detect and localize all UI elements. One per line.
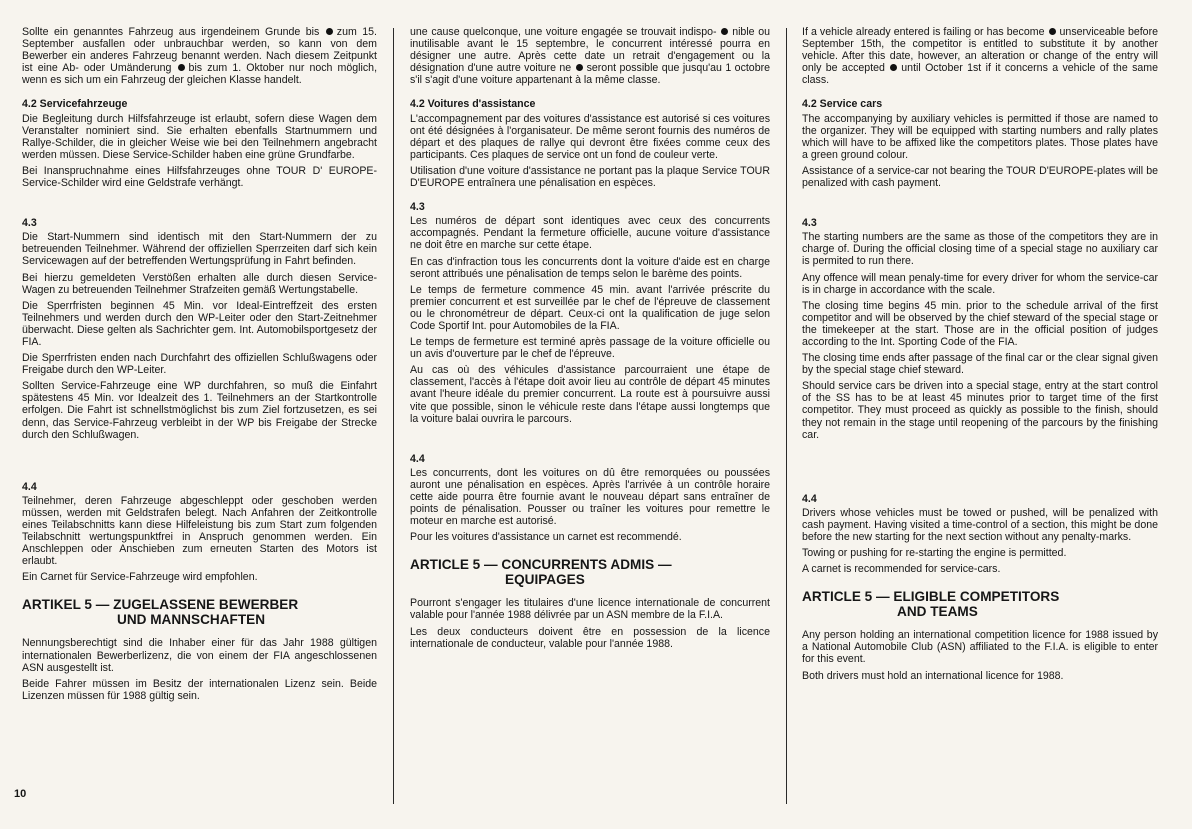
paragraph: Bei Inanspruchnahme eines Hilfsfahrzeuges ohne TOUR D' EUROPE-Service-Schilder wird eine Geldstrafe verhängt.: [22, 164, 377, 190]
paragraph: Pourront s'engager les titulaires d'une licence internationale de concurrent valable pour l'année 1988 délivrée par un ASN membre de la F.I.A.: [410, 597, 770, 622]
paragraph: [802, 26, 1158, 86]
column-divider: [393, 28, 394, 804]
paragraph: Le temps de fermeture commence 45 min. avant l'arrivée préscrite du premier concurrent et est surveillée par le chef de l'épreuve de classement ou le chronométreur de départ. Ceux-ci ont la qualification de juge selon Code Sportif Int. pour Automobiles de la FIA.: [410, 283, 770, 332]
section-heading: 4.3: [22, 217, 37, 230]
text: bis zum 1. Oktober nur noch möglich, wenn es sich um ein Fahrzeug der gleichen Klasse handelt.: [22, 62, 378, 87]
text: nible ou inutilisable avant le 15 septembre, le concurrent intéressé pourra en désigner une autre. Après cette date un retrait d'engagement ou la désignation d'une autre voiture ne: [410, 26, 770, 75]
paragraph: Any offence will mean penaly-time for every driver for whom the service-car is in charge in accordance with the scale.: [802, 271, 1158, 296]
paragraph: Drivers whose vehicles must be towed or pushed, will be penalized with cash payment. Having visited a time-control of a section, this might be done before the new starting for the next section without any penalty-marks.: [802, 506, 1158, 543]
text: unserviceable before September 15th, the competitor is entitled to substitute it by another vehicle. After this date, however, an alteration or change of the entry will only be accepted: [802, 26, 1158, 75]
paragraph: Le temps de fermeture est terminé après passage de la voiture officielle ou un avis d'ouverture par le chef de l'épreuve.: [410, 336, 770, 361]
bullet-icon: [721, 28, 728, 35]
column-french: [410, 26, 770, 654]
paragraph: Les numéros de départ sont identiques avec ceux des concurrents accompagnés. Pendant la fermeture officielle, aucune voiture d'assistance ne doit être en marche sur cette étape.: [410, 215, 770, 252]
paragraph: The accompanying by auxiliary vehicles is permitted if those are named to the organizer. They will be equipped with starting numbers and rally plates which will have to be affixed like the competitors plates. Those plates have a green ground colour.: [802, 112, 1158, 161]
text: ARTIKEL 5 — ZUGELASSENE BEWERBER: [22, 597, 299, 613]
article-heading: [410, 557, 770, 587]
paragraph: Bei hierzu gemeldeten Verstößen erhalten alle durch diesen Service-Wagen zu betreuenden Teilnehmer Strafzeiten gemäß Wertungstabelle.: [22, 271, 377, 296]
paragraph: [22, 26, 377, 86]
article-heading: [22, 597, 377, 627]
paragraph: [410, 26, 770, 86]
column-divider: [786, 28, 787, 804]
paragraph: Die Sperrfristen enden nach Durchfahrt des offiziellen Schlußwagens oder Freigabe durch den WP-Leiter.: [22, 352, 377, 377]
paragraph: Die Sperrfristen beginnen 45 Min. vor Ideal-Eintreffzeit des ersten Teilnehmers und werden durch den WP-Leiter oder den Start-Zeitnehmer überwacht. Diese gelten als Sachrichter gem. Int. Automobilsportgesetz der FIA.: [22, 299, 377, 348]
paragraph: En cas d'infraction tous les concurrents dont la voiture d'aide est en charge seront attribués une pénalisation de temps selon le barème des points.: [410, 255, 770, 280]
text: EQUIPAGES: [505, 572, 585, 588]
text: If a vehicle already entered is failing or has become: [802, 26, 1045, 38]
text: ARTICLE 5 — CONCURRENTS ADMIS —: [410, 557, 672, 573]
paragraph: Assistance of a service-car not bearing the TOUR D'EUROPE-plates will be penalized with cash payment.: [802, 164, 1158, 190]
section-heading: 4.2 Servicefahrzeuge: [22, 98, 128, 111]
article-heading: [802, 589, 1158, 619]
paragraph: Any person holding an international competition licence for 1988 issued by a National Automobile Club (ASN) affiliated to the F.I.A. is eligible to enter for this event.: [802, 629, 1158, 666]
paragraph: Les concurrents, dont les voitures on dû être remorquées ou poussées auront une pénalisation en espèces. Après l'arrivée à un contrôle horaire cette aide pourra être fournie avant le nouveau départ sans entraîner de points de pénalisation. Pousser ou traîner les voitures pour remettre le moteur en marche est autorisé.: [410, 466, 770, 528]
paragraph: Teilnehmer, deren Fahrzeuge abgeschleppt oder geschoben werden müssen, werden mit Geldstrafen belegt. Nach Anfahren der Zeitkontrolle eines Teilabschnitts kann diese Hilfeleistung bis zum Start zum folgenden Teilabschnitt wertungspunktfrei in Anspruch genommen werden. Ein Anschleppen oder Anschieben zum erneuten Starten des Motors ist erlaubt.: [22, 494, 377, 568]
paragraph: Ein Carnet für Service-Fahrzeuge wird empfohlen.: [22, 571, 258, 584]
bullet-icon: [326, 28, 333, 35]
text: seront possible que jusqu'au 1 octobre s'il s'agit d'une voiture appartenant à la même classe.: [410, 62, 771, 87]
section-heading: 4.2 Service cars: [802, 98, 883, 111]
paragraph: Die Begleitung durch Hilfsfahrzeuge ist erlaubt, sofern diese Wagen dem Veranstalter nominiert sind. Sie erhalten ebenfalls Startnummern und Rallye-Schilder, die in gleicher Weise wie bei den Teilnehmern angebracht werden müssen. Diese Service-Schilder haben eine grüne Grundfarbe.: [22, 112, 377, 161]
paragraph: Pour les voitures d'assistance un carnet est recommendé.: [410, 531, 682, 544]
bullet-icon: [1049, 28, 1056, 35]
section-heading: 4.3: [410, 201, 425, 214]
paragraph: The starting numbers are the same as those of the competitors they are in charge of. During the official closing time of a special stage no auxiliary car is permited to run there.: [802, 231, 1158, 268]
paragraph: Les deux conducteurs doivent être en possession de la licence internationale de conducteur, valable pour l'année 1988.: [410, 625, 770, 650]
paragraph: Both drivers must hold an international licence for 1988.: [802, 669, 1064, 682]
text: une cause quelconque, une voiture engagée se trouvait indispo-: [410, 26, 717, 38]
text: zum 15. September ausfallen oder unbrauchbar werden, so kann von dem Bewerber ein anderes Fahrzeug benannt werden. Nach diesem Zeitpunkt ist eine Ab- oder Umänderung: [22, 26, 377, 75]
column-german: [22, 26, 377, 706]
text: until October 1st if it concerns a vehicle of the same class.: [802, 62, 1158, 87]
paragraph: Au cas où des véhicules d'assistance parcourraient une étape de classement, l'accès à l'étape doit avoir lieu au contrôle de départ 45 minutes avant l'heure idéale du premier concurrent. La route est à poursuivre aussi vite que possible, sinon le véhicule reste dans l'étape aussi longtemps que la voiture balai ouvrira le parcours.: [410, 364, 770, 425]
section-heading: 4.4: [22, 480, 37, 493]
bullet-icon: [178, 64, 185, 71]
paragraph: Towing or pushing for re-starting the engine is permitted.: [802, 547, 1067, 560]
text: UND MANNSCHAFTEN: [117, 612, 266, 628]
text: ARTICLE 5 — ELIGIBLE COMPETITORS: [802, 589, 1060, 605]
paragraph: The closing time begins 45 min. prior to the schedule arrival of the first competitor and will be observed by the chief steward of the special stage or the timekeeper at the start. Those are in the official position of judges according to the Int. Sporting Code of the FIA.: [802, 299, 1158, 348]
section-heading: 4.4: [802, 492, 817, 505]
paragraph: Utilisation d'une voiture d'assistance ne portant pas la plaque Service TOUR D'EUROPE entraînera une pénalisation en espèces.: [410, 164, 770, 190]
section-heading: 4.3: [802, 217, 817, 230]
bullet-icon: [890, 64, 897, 71]
bullet-icon: [576, 64, 583, 71]
paragraph: The closing time ends after passage of the final car or the clear signal given by the special stage chief steward.: [802, 352, 1158, 377]
paragraph: Should service cars be driven into a special stage, entry at the start control of the SS has to be at least 45 minutes prior to target time of the first competitor. They must proceed as quickly as possible to the finish, should they not remain in the stage until reopening of the parcours by the finishing car.: [802, 380, 1158, 441]
paragraph: Sollten Service-Fahrzeuge eine WP durchfahren, so muß die Einfahrt spätestens 45 Min. vor Idealzeit des 1. Teilnehmers an der Startkontrolle erfolgen. Die Fahrt ist schnellstmöglichst bis zum Ziel fortzusetzen, es sei denn, das Service-Fahrzeug verbleibt in der WP bis Freigabe der Strecke durch den Schlußwagen.: [22, 380, 377, 441]
column-english: [802, 26, 1158, 686]
text: AND TEAMS: [897, 604, 978, 620]
paragraph: Beide Fahrer müssen im Besitz der internationalen Lizenz sein. Beide Lizenzen müssen für 1988 gültig sein.: [22, 677, 377, 702]
paragraph: Die Start-Nummern sind identisch mit den Start-Nummern der zu betreuenden Teilnehmer. Während der offiziellen Sperrzeiten darf sich kein Servicewagen auf der betreffenden Wertungsprüfung in Fahrt befinden.: [22, 231, 377, 268]
section-heading: 4.2 Voitures d'assistance: [410, 98, 536, 111]
paragraph: L'accompagnement par des voitures d'assistance est autorisé si ces voitures ont été désignées à l'organisateur. De même seront fournis des numéros de départ et des plaques de rallye qui devront être fixées comme ceux des participants. Ces plaques de service ont un fond de couleur verte.: [410, 112, 770, 161]
page-number: 10: [14, 788, 27, 800]
paragraph: A carnet is recommended for service-cars.: [802, 563, 1001, 576]
section-heading: 4.4: [410, 452, 425, 465]
paragraph: Nennungsberechtigt sind die Inhaber einer für das Jahr 1988 gültigen internationalen Bewerberlizenz, die von einem der FIA angeschlossenen ASN ausgestellt ist.: [22, 637, 377, 674]
text: Sollte ein genanntes Fahrzeug aus irgendeinem Grunde bis: [22, 26, 320, 38]
